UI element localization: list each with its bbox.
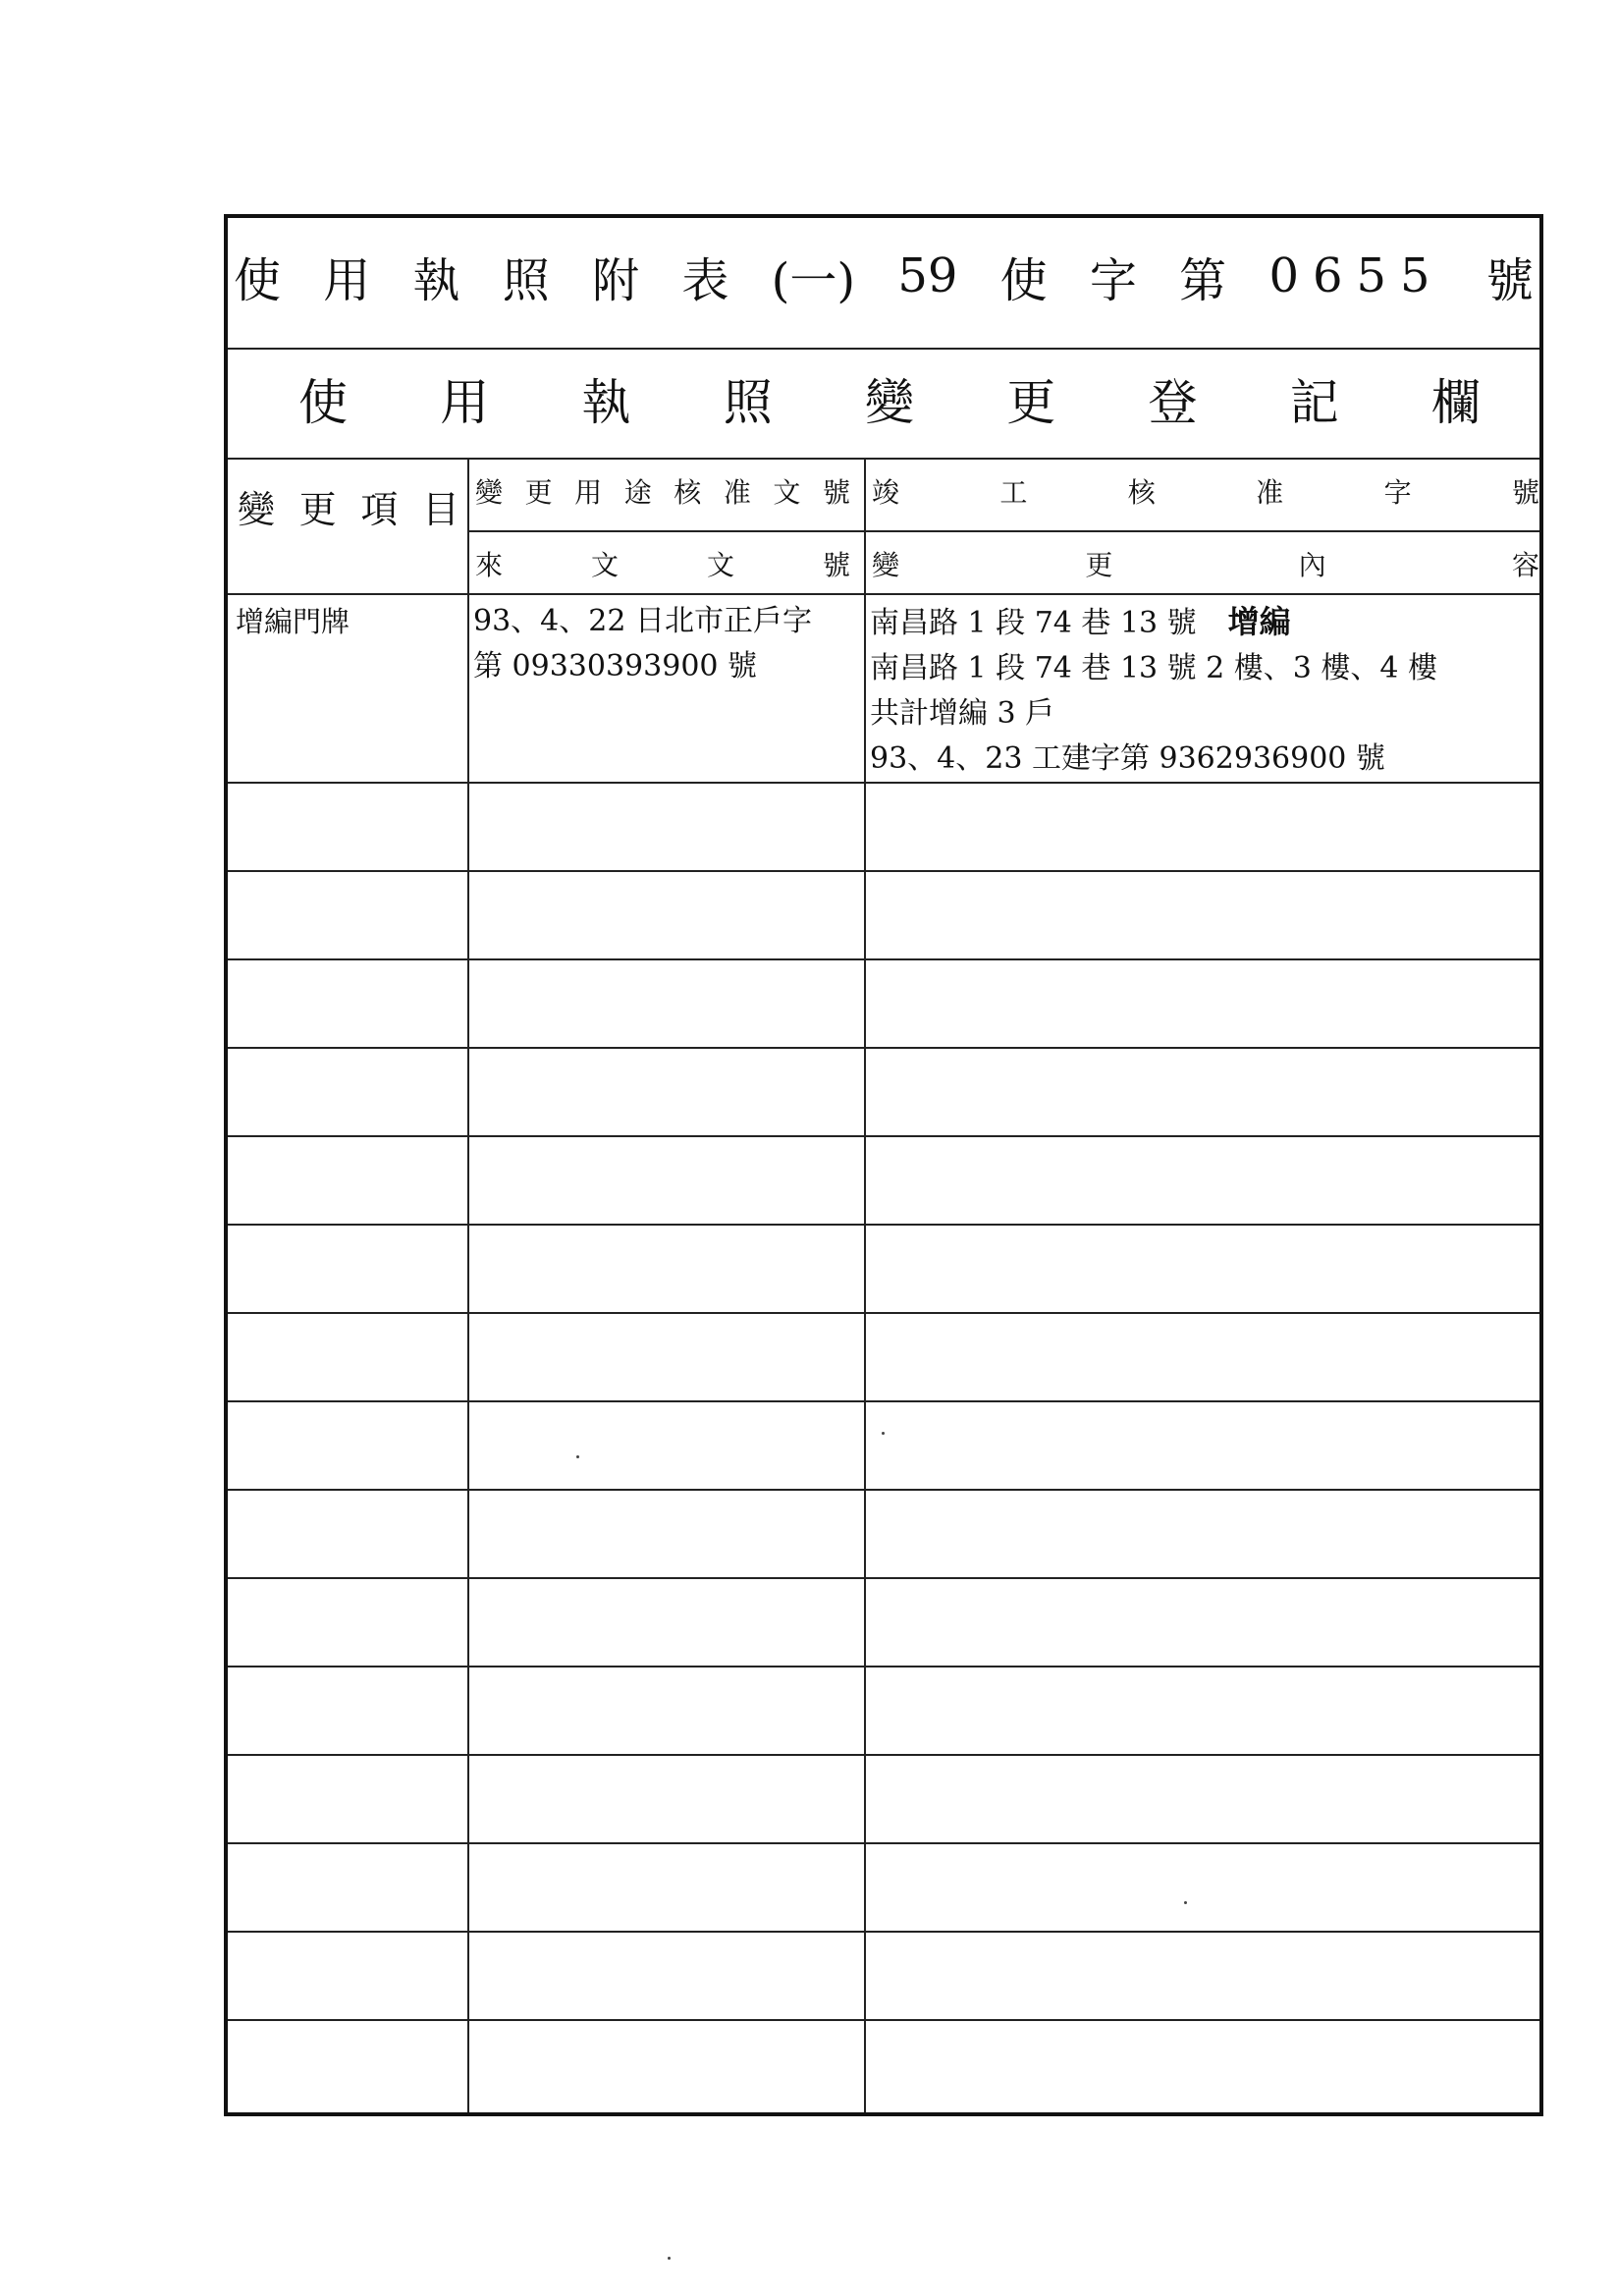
section-char: 執 <box>581 374 631 431</box>
row-divider <box>228 1312 1539 1314</box>
column-header-char: 變 <box>238 487 276 531</box>
section-char: 更 <box>1006 374 1056 431</box>
row-divider <box>228 1224 1539 1226</box>
divider <box>467 530 1539 532</box>
header-char: 59 <box>897 248 958 303</box>
header-char: (一) <box>771 252 856 308</box>
registration-form <box>224 214 1543 2116</box>
row-divider <box>228 1047 1539 1049</box>
column-header-char: 來 <box>475 549 504 581</box>
section-title <box>298 363 1481 434</box>
form-header-title <box>234 246 1534 306</box>
section-char: 變 <box>865 374 914 431</box>
column-header-char: 用 <box>574 476 603 509</box>
column-header-char: 內 <box>1298 549 1326 581</box>
header-char: 第 <box>1179 252 1227 308</box>
row-divider <box>228 958 1539 960</box>
section-char: 用 <box>440 374 490 431</box>
document-number: 0655 <box>1268 248 1444 303</box>
header-char: 附 <box>592 252 640 308</box>
column-header-completion-ref <box>872 471 1539 511</box>
header-char: 執 <box>412 252 460 308</box>
scan-speck <box>1184 1901 1187 1904</box>
entry-text-line <box>870 599 1547 646</box>
column-header-char: 更 <box>1085 549 1113 581</box>
row-divider <box>228 1842 1539 1844</box>
header-char: 字 <box>1089 252 1137 308</box>
column-header-char: 項 <box>360 487 399 531</box>
column-header-char: 變 <box>872 549 900 581</box>
entry-text-line: 第 09330393900 號 <box>473 649 758 683</box>
column-divider <box>864 458 866 2112</box>
row-divider <box>228 870 1539 872</box>
row-divider <box>228 1135 1539 1137</box>
column-header-char: 容 <box>1511 549 1539 581</box>
column-header-char: 號 <box>1511 476 1539 509</box>
column-header-char: 核 <box>1127 476 1156 509</box>
entry-content <box>870 599 1547 782</box>
row-divider <box>228 2019 1539 2021</box>
section-char: 登 <box>1148 374 1198 431</box>
row-divider <box>228 1754 1539 1756</box>
row-divider <box>228 1400 1539 1402</box>
header-char: 表 <box>681 252 729 308</box>
section-char: 欄 <box>1431 374 1481 431</box>
column-header-change-content <box>872 544 1539 583</box>
column-header-char: 目 <box>421 487 459 531</box>
header-char: 號 <box>1485 252 1534 308</box>
entry-text-line: 南昌路 1 段 74 巷 13 號 2 樓、3 樓、4 樓 <box>870 651 1438 685</box>
row-divider <box>228 1577 1539 1579</box>
scan-speck <box>668 2257 671 2260</box>
entry-text-line: 93、4、22 日北市正戶字 <box>473 604 812 638</box>
entry-text: 南昌路 1 段 74 巷 13 號 <box>870 606 1197 640</box>
row-divider <box>228 1931 1539 1933</box>
column-header-char: 工 <box>999 476 1028 509</box>
entry-text-line: 93、4、23 工建字第 9362936900 號 <box>870 741 1385 776</box>
column-header-item <box>238 481 459 530</box>
column-header-char: 核 <box>674 476 702 509</box>
column-header-approval-ref <box>475 471 850 511</box>
section-char: 照 <box>723 374 773 431</box>
scan-speck <box>882 1432 885 1435</box>
column-header-char: 文 <box>773 476 801 509</box>
divider <box>228 458 1539 460</box>
entry-reference <box>473 599 860 689</box>
entry-text-bold: 增編 <box>1227 603 1291 640</box>
header-char: 用 <box>323 252 371 308</box>
entry-text-line: 共計增編 3 戶 <box>870 696 1055 731</box>
header-char: 使 <box>999 252 1048 308</box>
divider <box>228 593 1539 595</box>
scan-speck <box>576 1455 579 1458</box>
row-divider <box>228 1666 1539 1667</box>
column-divider <box>467 458 469 2112</box>
column-header-char: 更 <box>298 487 337 531</box>
header-char: 使 <box>234 252 282 308</box>
section-char: 使 <box>298 374 348 431</box>
header-char: 照 <box>502 252 550 308</box>
entry-change-item: 增編門牌 <box>236 605 351 638</box>
section-char: 記 <box>1289 374 1339 431</box>
divider <box>228 348 1539 350</box>
column-header-char: 途 <box>623 476 652 509</box>
column-header-char: 文 <box>590 549 619 581</box>
column-header-char: 文 <box>706 549 734 581</box>
column-header-char: 號 <box>822 476 850 509</box>
column-header-char: 准 <box>723 476 751 509</box>
column-header-char: 准 <box>1256 476 1284 509</box>
column-header-char: 字 <box>1383 476 1412 509</box>
column-header-char: 號 <box>822 549 850 581</box>
column-header-char: 變 <box>475 476 504 509</box>
row-divider <box>228 1489 1539 1491</box>
row-divider <box>228 782 1539 784</box>
column-header-char: 更 <box>524 476 553 509</box>
column-header-incoming-ref <box>475 544 850 583</box>
column-header-char: 竣 <box>872 476 900 509</box>
